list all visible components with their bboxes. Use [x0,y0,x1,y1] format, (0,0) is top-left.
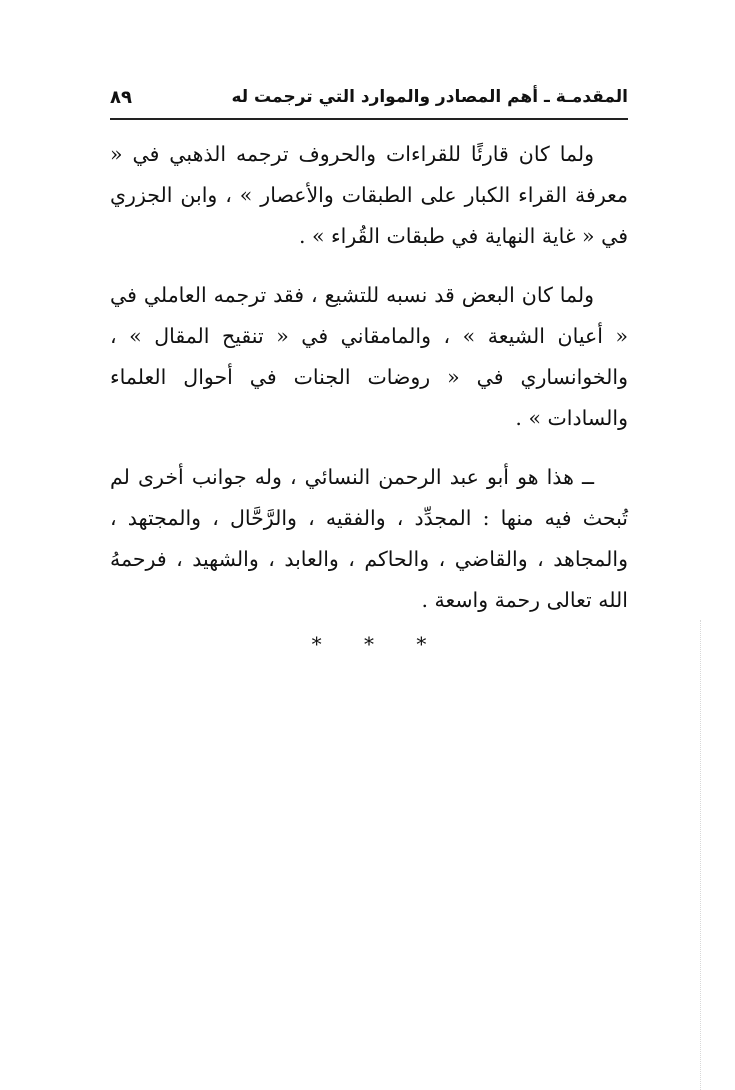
paragraph: ــ هذا هو أبو عبد الرحمن النسائي ، وله جوانب أخرى لم تُبحث فيه منها : المجدِّد ، والفقيه ، والرَّحَّال ، والمجتهد ، والمجاهد ، والقاضي ، والحاكم ، والعابد ، والشهيد ، فرحمهُ الله تعالى رحمة واسعة . [110,465,628,612]
paragraph: ولما كان البعض قد نسبه للتشيع ، فقد ترجمه العاملي في « أعيان الشيعة » ، والمامقاني في « تنقيح المقال » ، والخوانساري في « روضات الجنات في أحوال العلماء والسادات » . [110,283,628,430]
header-title: المقدمـة ـ أهم المصادر والموارد التي ترجمت له [231,87,628,107]
page-number: ٨٩ [110,86,132,108]
body-text [110,134,628,659]
paragraph: ولما كان قارئًا للقراءات والحروف ترجمه الذهبي في « معرفة القراء الكبار على الطبقات والأعصار » ، وابن الجزري في « غاية النهاية في طبقات القُراء » . [110,142,628,248]
running-header [110,80,628,114]
page-edge-mark [700,620,701,1090]
section-ornament: * * * [311,632,445,656]
header-rule [110,118,628,120]
